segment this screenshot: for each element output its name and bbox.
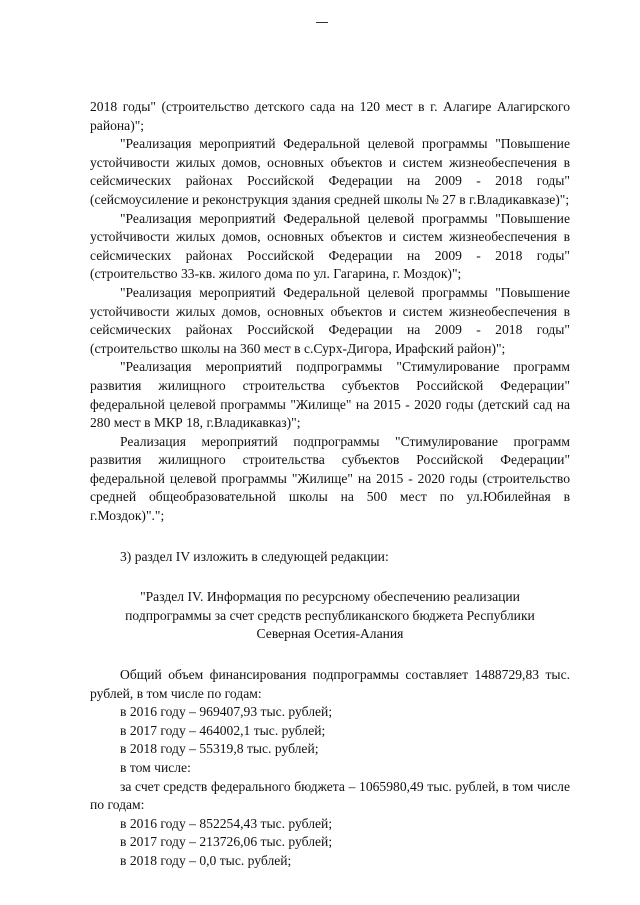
paragraph-3: "Реализация мероприятий Федеральной целевой программы "Повышение устойчивости жилых домов, основных объектов и систем жизнеобеспечения в сейсмических районах Российской Федерации на 2009 - 2018 годы" (строительство 33-кв. жилого дома по ул. Гагарина, г. Моздок)"; <box>90 210 570 282</box>
paragraph-6: Реализация мероприятий подпрограммы "Стимулирование программ развития жилищного строительства субъектов Российской Федерации" федеральной целевой программы "Жилище" на 2015 - 2020 годы (строительство средней общеобразовательной школы на 500 мест по ул.Юбилейная в г.Моздок)"."; <box>90 433 570 524</box>
funding-2017: в 2017 году – 464002,1 тыс. рублей; <box>120 722 326 738</box>
federal-funding-2016: в 2016 году – 852254,43 тыс. рублей; <box>120 815 333 831</box>
page-top-mark <box>316 22 328 23</box>
document-body <box>90 98 570 871</box>
paragraph-section-instruction: 3) раздел IV изложить в следующей редакции: <box>120 548 389 564</box>
federal-funding-2017: в 2017 году – 213726,06 тыс. рублей; <box>120 834 333 850</box>
funding-2018: в 2018 году – 55319,8 тыс. рублей; <box>120 741 319 757</box>
section-heading: "Раздел IV. Информация по ресурсному обеспечению реализации подпрограммы за счет средств республиканского бюджета Республики Северная Осетия-Алания <box>125 589 535 642</box>
paragraph-5: "Реализация мероприятий подпрограммы "Стимулирование программ развития жилищного строительства субъектов Российской Федерации" федеральной целевой программы "Жилище" на 2015 - 2020 годы (детский сад на 280 мест в МКР 18, г.Владикавказ)"; <box>90 359 570 431</box>
paragraph-1: 2018 годы" (строительство детского сада на 120 мест в г. Алагире Алагирского района)"; <box>90 99 570 133</box>
including-label: в том числе: <box>120 760 191 775</box>
federal-funding-2018: в 2018 году – 0,0 тыс. рублей; <box>120 852 292 868</box>
paragraph-2: "Реализация мероприятий Федеральной целевой программы "Повышение устойчивости жилых домов, основных объектов и систем жизнеобеспечения в сейсмических районах Российской Федерации на 2009 - 2018 годы" (сейсмоусиление и реконструкция здания средней школы № 27 в г.Владикавказе)"; <box>90 136 570 207</box>
paragraph-total-funding: Общий объем финансирования подпрограммы составляет 1488729,83 тыс. рублей, в том числе по годам: <box>90 667 570 701</box>
paragraph-federal-funding: за счет средств федерального бюджета – 1065980,49 тыс. рублей, в том числе по годам: <box>90 778 570 813</box>
funding-2016: в 2016 году – 969407,93 тыс. рублей; <box>120 704 333 720</box>
paragraph-4: "Реализация мероприятий Федеральной целевой программы "Повышение устойчивости жилых домов, основных объектов и систем жизнеобеспечения в сейсмических районах Российской Федерации на 2009 - 2018 годы" (строительство школы на 360 мест в с.Сурх-Дигора, Ирафский район)"; <box>90 284 570 356</box>
